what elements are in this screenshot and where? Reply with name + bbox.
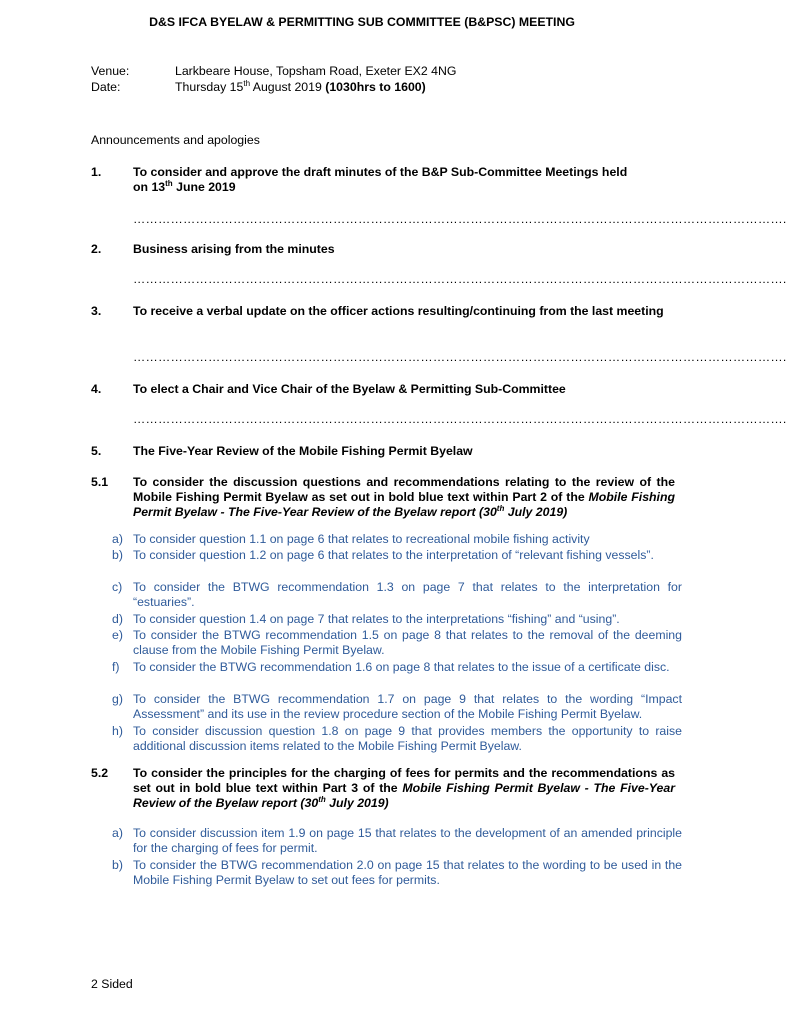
item-number: 5.1 [91,475,109,489]
date-label: Date: [91,80,121,94]
venue-value: Larkbeare House, Topsham Road, Exeter EX2 4NG [175,64,457,78]
item-number: 5. [91,444,102,458]
item-text: To consider and approve the draft minutes of the B&P Sub-Committee Meetings held on 13th June 2019 [133,165,628,194]
date-value: Thursday 15th August 2019 (1030hrs to 1600) [175,78,426,94]
item-number: 4. [91,382,102,396]
item-number: 1. [91,165,102,179]
item-text: To consider the discussion questions and recommendations relating to the review of the Mobile Fishing Permit Byelaw as set out in bold blue text within Part 2 of the Mobile Fishing Permit Byelaw - The Five-Year Review of the Byelaw report (30th July 2019) [133,475,676,519]
item-text: To consider the principles for the charging of fees for permits and the recommendations as set out in bold blue text within Part 3 of the Mobile Fishing Permit Byelaw - The Five-Year Review of the Byelaw report (30th July 2019) [133,766,676,810]
dotted-line: …………………………………………………………………………………………………………………………………………. [133,350,786,364]
dotted-line: …………………………………………………………………………………………………………………………………………. [133,212,786,226]
item-number: 2. [91,242,102,256]
announcements-heading: Announcements and apologies [91,133,260,147]
dotted-line: …………………………………………………………………………………………………………………………………………. [133,412,786,426]
dotted-line: …………………………………………………………………………………………………………………………………………. [133,272,786,286]
agenda-page: D&S IFCA BYELAW & PERMITTING SUB COMMITTEE (B&PSC) MEETING Venue: Larkbeare House, Topsham Road, Exeter EX2 4NG Date: Thursday 15th August 2019 (1030hrs to 1600) Announcements and apologies 1. To consider and approve the draft minutes of the B&P Sub-Committee Meetings held on 13th June 2019 …………………………………………………………………………………………………………………………………………. 2. Business arising from the minutes …………………………………………………………………………………………………………………………………………. 3. To receive a verbal update on the officer actions resulting/continuing from the last meeting …………………………………………………………………………………………………………………………………………. 4. To elect a Chair and Vice Chair of the Byelaw & Permitting Sub-Committee …………………………………………………………………………………………………………………………………………. 5. The Five-Year Review of the Mobile Fishing Permit Byelaw 5.1 To consider the discussion questions and recommendations relating to the review of the Mobile Fishing Permit Byelaw as set out in bold blue text within Part 2 of the Mobile Fishing Permit Byelaw - The Five-Year Review of the Byelaw report (30th July 2019) a) To consider question 1.1 on page 6 that relates to recreational mobile fishing activity b) To consider question 1.2 on page 6 that relates to the interpretation of “relevant fishing vessels”. c) To consider the BTWG recommendation 1.3 on page 7 that relates to the interpretation for “estuaries”. d) To consider question 1.4 on page 7 that relates to the interpretations “fishing” and “using”. e) To consider the BTWG recommendation 1.5 on page 8 that relates to the removal of the deeming clause from the Mobile Fishing Permit Byelaw. f) To consider the BTWG recommendation 1.6 on page 8 that relates to the issue of a certificate disc. g) To consider the BTWG recommendation 1.7 on page 9 that relates to the wording “Impact Assessment” and its use in the review procedure section of the Mobile Fishing Permit Byelaw. h) To consider discussion question 1.8 on page 9 that provides members the opportunity to raise additional discussion items related to the Mobile Fishing Permit Byelaw. 5.2 To consider the principles for the charging of fees for permits and the recommendations as set out in bold blue text within Part 3 of the Mobile Fishing Permit Byelaw - The Five-Year Review of the Byelaw report (30th July 2019) a) To consider discussion item 1.9 on page 15 that relates to the development of an amended principle for the charging of fees for permit. b) To consider the BTWG recommendation 2.0 on page 15 that relates to the wording to be used in the Mobile Fishing Permit Byelaw to set out fees for permits. 2 Sided [0,0,724,1024]
footer-note: 2 Sided [91,977,133,991]
item-text: The Five-Year Review of the Mobile Fishing Permit Byelaw [133,444,473,458]
item-text: To elect a Chair and Vice Chair of the Byelaw & Permitting Sub-Committee [133,382,566,396]
item-number: 5.2 [91,766,109,780]
venue-label: Venue: [91,64,130,78]
item-text: Business arising from the minutes [133,242,335,256]
item-number: 3. [91,304,102,318]
page-title: D&S IFCA BYELAW & PERMITTING SUB COMMITTEE (B&PSC) MEETING [149,15,575,29]
item-text: To receive a verbal update on the officer actions resulting/continuing from the last meeting [133,304,664,318]
